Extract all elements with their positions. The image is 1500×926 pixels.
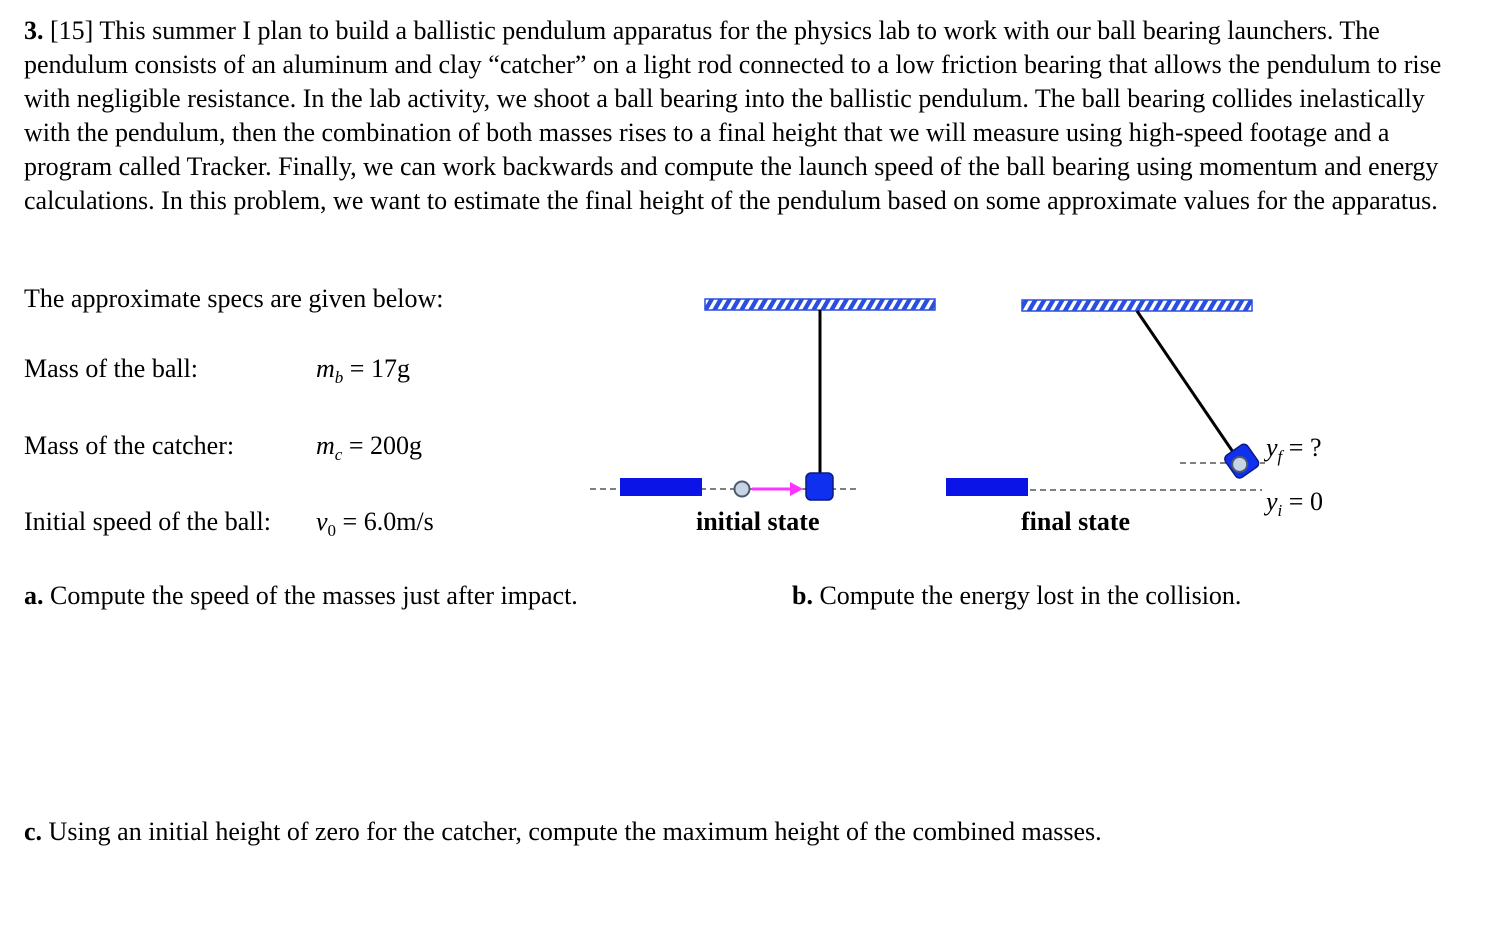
final-height-symbol: y	[1266, 433, 1278, 462]
question-c	[24, 817, 1102, 847]
problem-number: 3.	[24, 16, 44, 45]
initial-speed-symbol: v	[316, 507, 328, 536]
final-pendulum-rod	[1137, 311, 1233, 452]
catcher-mass-subscript: c	[334, 445, 343, 464]
initial-speed-label: Initial speed of the ball:	[24, 507, 271, 536]
final-height-value: = ?	[1288, 433, 1322, 462]
problem-text: This summer I plan to build a ballistic pendulum apparatus for the physics lab to work with our ball bearing launchers. The pendulum consists of an aluminum and clay “catcher” on a light rod connected to a low friction bearing that allows the pendulum to rise with negligible resistance. In the lab activity, we shoot a ball bearing into the ballistic pendulum. The ball bearing collides inelastically with the pendulum, then the combination of both masses rises to a final height that we will measure using high-speed footage and a program called Tracker. Finally, we can work backwards and compute the launch speed of the ball bearing using momentum and energy calculations. In this problem, we want to estimate the final height of the pendulum based on some approximate values for the apparatus.	[24, 16, 1442, 215]
initial-height-subscript: i	[1277, 501, 1283, 520]
initial-catcher	[806, 473, 833, 500]
specs-heading: The approximate specs are given below:	[24, 284, 444, 313]
initial-height-symbol: y	[1266, 487, 1278, 516]
final-ceiling-mount	[1022, 300, 1252, 311]
final-height-subscript: f	[1277, 447, 1283, 466]
initial-speed-subscript: 0	[327, 521, 337, 540]
problem-points: [15]	[50, 16, 94, 45]
question-b	[792, 581, 1241, 611]
question-b-text: Compute the energy lost in the collision.	[819, 581, 1242, 610]
initial-height-value: = 0	[1288, 487, 1323, 516]
velocity-arrow-head	[790, 482, 803, 496]
initial-ball-bearing	[735, 482, 750, 497]
final-height-equation	[1266, 433, 1321, 467]
ball-mass-symbol: m	[316, 354, 335, 383]
initial-launcher	[620, 478, 702, 496]
catcher-mass-symbol: m	[316, 431, 335, 460]
ball-mass-value: = 17g	[349, 354, 410, 383]
initial-state-label: initial state	[696, 507, 820, 536]
question-a-text: Compute the speed of the masses just after impact.	[50, 581, 578, 610]
ball-mass-subscript: b	[334, 368, 344, 387]
question-c-letter: c.	[24, 817, 43, 846]
initial-height-equation	[1266, 487, 1323, 521]
final-state-label: final state	[1021, 507, 1131, 536]
catcher-mass-value: = 200g	[348, 431, 422, 460]
question-a	[24, 581, 578, 611]
question-c-text: Using an initial height of zero for the catcher, compute the maximum height of the combined masses.	[48, 817, 1102, 846]
catcher-mass-label: Mass of the catcher:	[24, 431, 235, 460]
initial-ceiling-mount	[705, 299, 935, 310]
final-launcher	[946, 478, 1028, 496]
question-a-letter: a.	[24, 581, 44, 610]
initial-speed-value: = 6.0m/s	[342, 507, 434, 536]
question-b-letter: b.	[792, 581, 813, 610]
ball-mass-label: Mass of the ball:	[24, 354, 199, 383]
